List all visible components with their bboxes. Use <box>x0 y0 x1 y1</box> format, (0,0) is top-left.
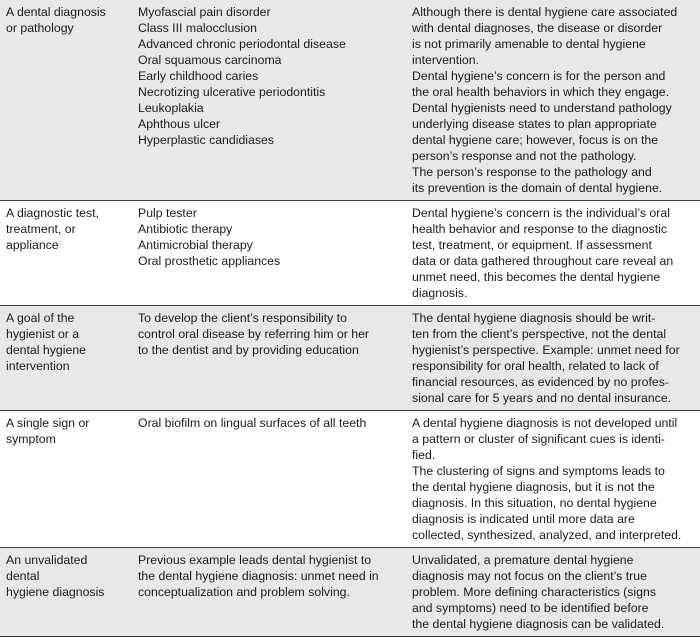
explanation-line: hygienist’s perspective. Example: unmet need for <box>412 343 680 357</box>
explanation-line: its prevention is the domain of dental hygiene. <box>412 181 663 195</box>
example-item: Antibiotic therapy <box>138 222 233 236</box>
explanation-line: The person’s response to the pathology and <box>412 165 652 179</box>
explanation-line: A dental hygiene diagnosis is not developed until <box>412 416 678 430</box>
explanation-line: Although there is dental hygiene care associated <box>412 5 678 19</box>
explanation-line: person’s response and not the pathology. <box>412 149 637 163</box>
explanation-cell <box>407 201 700 306</box>
category-text: hygienist or a <box>6 327 80 341</box>
explanation-line: data or data gathered throughout care reveal an <box>412 254 674 268</box>
explanation-line: the dental hygiene diagnosis, but it is not the <box>412 480 655 494</box>
example-item: Myofascial pain disorder <box>138 5 271 19</box>
examples-cell <box>129 411 407 548</box>
explanation-line: is not primarily amenable to dental hygiene <box>412 37 646 51</box>
example-item: the dental hygiene diagnosis: unmet need in <box>138 569 379 583</box>
explanation-line: Unvalidated, a premature dental hygiene <box>412 553 634 567</box>
category-cell <box>0 548 129 637</box>
category-text: A dental diagnosis <box>6 5 106 19</box>
explanation-line: Dental hygiene’s concern is for the person and <box>412 69 666 83</box>
category-text: intervention <box>6 359 70 373</box>
example-item: Oral squamous carcinoma <box>138 53 282 67</box>
explanation-line: diagnosis may not focus on the client’s true <box>412 569 647 583</box>
example-item: control oral disease by referring him or her <box>138 327 370 341</box>
example-item: to the dentist and by providing education <box>138 343 359 357</box>
explanation-line: responsibility for oral health, related to lack of <box>412 359 659 373</box>
explanation-cell <box>407 411 700 548</box>
explanation-cell <box>407 548 700 637</box>
table-row <box>0 411 700 548</box>
examples-cell <box>129 0 407 201</box>
category-cell <box>0 306 129 411</box>
explanation-line: test, treatment, or equipment. If assessment <box>412 238 652 252</box>
example-item: Previous example leads dental hygienist to <box>138 553 372 567</box>
explanation-line: fied. <box>412 448 436 462</box>
explanation-line: dental hygiene care; however, focus is on the <box>412 133 659 147</box>
explanation-line: underlying disease states to plan appropriate <box>412 117 657 131</box>
category-cell <box>0 201 129 306</box>
category-text: appliance <box>6 238 59 252</box>
explanation-line: health behavior and response to the diagnostic <box>412 222 667 236</box>
category-text: treatment, or <box>6 222 76 236</box>
explanation-line: with dental diagnoses, the disease or disorder <box>412 21 663 35</box>
category-text: dental hygiene <box>6 343 86 357</box>
example-item: Necrotizing ulcerative periodontitis <box>138 85 326 99</box>
explanation-line: the dental hygiene diagnosis can be validated. <box>412 617 665 631</box>
explanation-line: and symptoms) need to be identified before <box>412 601 649 615</box>
explanation-line: problem. More defining characteristics (signs <box>412 585 656 599</box>
table-row <box>0 306 700 411</box>
category-text: A single sign or <box>6 416 90 430</box>
example-item: To develop the client’s responsibility to <box>138 311 347 325</box>
example-item: Oral biofilm on lingual surfaces of all teeth <box>138 416 367 430</box>
example-item: Antimicrobial therapy <box>138 238 253 252</box>
explanation-line: ten from the client’s perspective, not the dental <box>412 327 667 341</box>
examples-cell <box>129 548 407 637</box>
example-item: conceptualization and problem solving. <box>138 585 350 599</box>
explanation-line: intervention. <box>412 53 479 67</box>
explanation-cell <box>407 0 700 201</box>
explanation-line: financial resources, as evidenced by no profes- <box>412 375 670 389</box>
example-item: Aphthous ulcer <box>138 117 221 131</box>
category-text: or pathology <box>6 21 74 35</box>
explanation-line: unmet need, this becomes the dental hygiene <box>412 270 661 284</box>
explanation-line: sional care for 5 years and no dental insurance. <box>412 391 672 405</box>
example-item: Oral prosthetic appliances <box>138 254 281 268</box>
explanation-line: diagnosis. <box>412 286 468 300</box>
explanation-line: Dental hygiene’s concern is the individual’s oral <box>412 206 670 220</box>
category-text: An unvalidated <box>6 553 88 567</box>
explanation-line: The dental hygiene diagnosis should be writ- <box>412 311 656 325</box>
example-item: Pulp tester <box>138 206 197 220</box>
explanation-line: The clustering of signs and symptoms leads to <box>412 464 665 478</box>
example-item: Class III malocclusion <box>138 21 257 35</box>
category-text: A goal of the <box>6 311 75 325</box>
explanation-line: diagnosis is indicated until more data are <box>412 512 635 526</box>
explanation-line: collected, synthesized, analyzed, and interpreted. <box>412 528 682 542</box>
category-cell <box>0 0 129 201</box>
explanation-line: the oral health behaviors in which they engage. <box>412 85 670 99</box>
example-item: Leukoplakia <box>138 101 204 115</box>
table-row <box>0 548 700 637</box>
example-item: Advanced chronic periodontal disease <box>138 37 346 51</box>
example-item: Early childhood caries <box>138 69 259 83</box>
table-row <box>0 201 700 306</box>
category-cell <box>0 411 129 548</box>
category-text: dental <box>6 569 40 583</box>
examples-cell <box>129 201 407 306</box>
explanation-cell <box>407 306 700 411</box>
category-text: symptom <box>6 432 56 446</box>
examples-cell <box>129 306 407 411</box>
explanation-line: diagnosis. In this situation, no dental hygiene <box>412 496 657 510</box>
category-text: hygiene diagnosis <box>6 585 105 599</box>
explanation-line: a pattern or cluster of significant cues is identi- <box>412 432 665 446</box>
table-row <box>0 0 700 201</box>
example-item: Hyperplastic candidiases <box>138 133 275 147</box>
explanation-line: Dental hygienists need to understand pathology <box>412 101 672 115</box>
category-text: A diagnostic test, <box>6 206 99 220</box>
